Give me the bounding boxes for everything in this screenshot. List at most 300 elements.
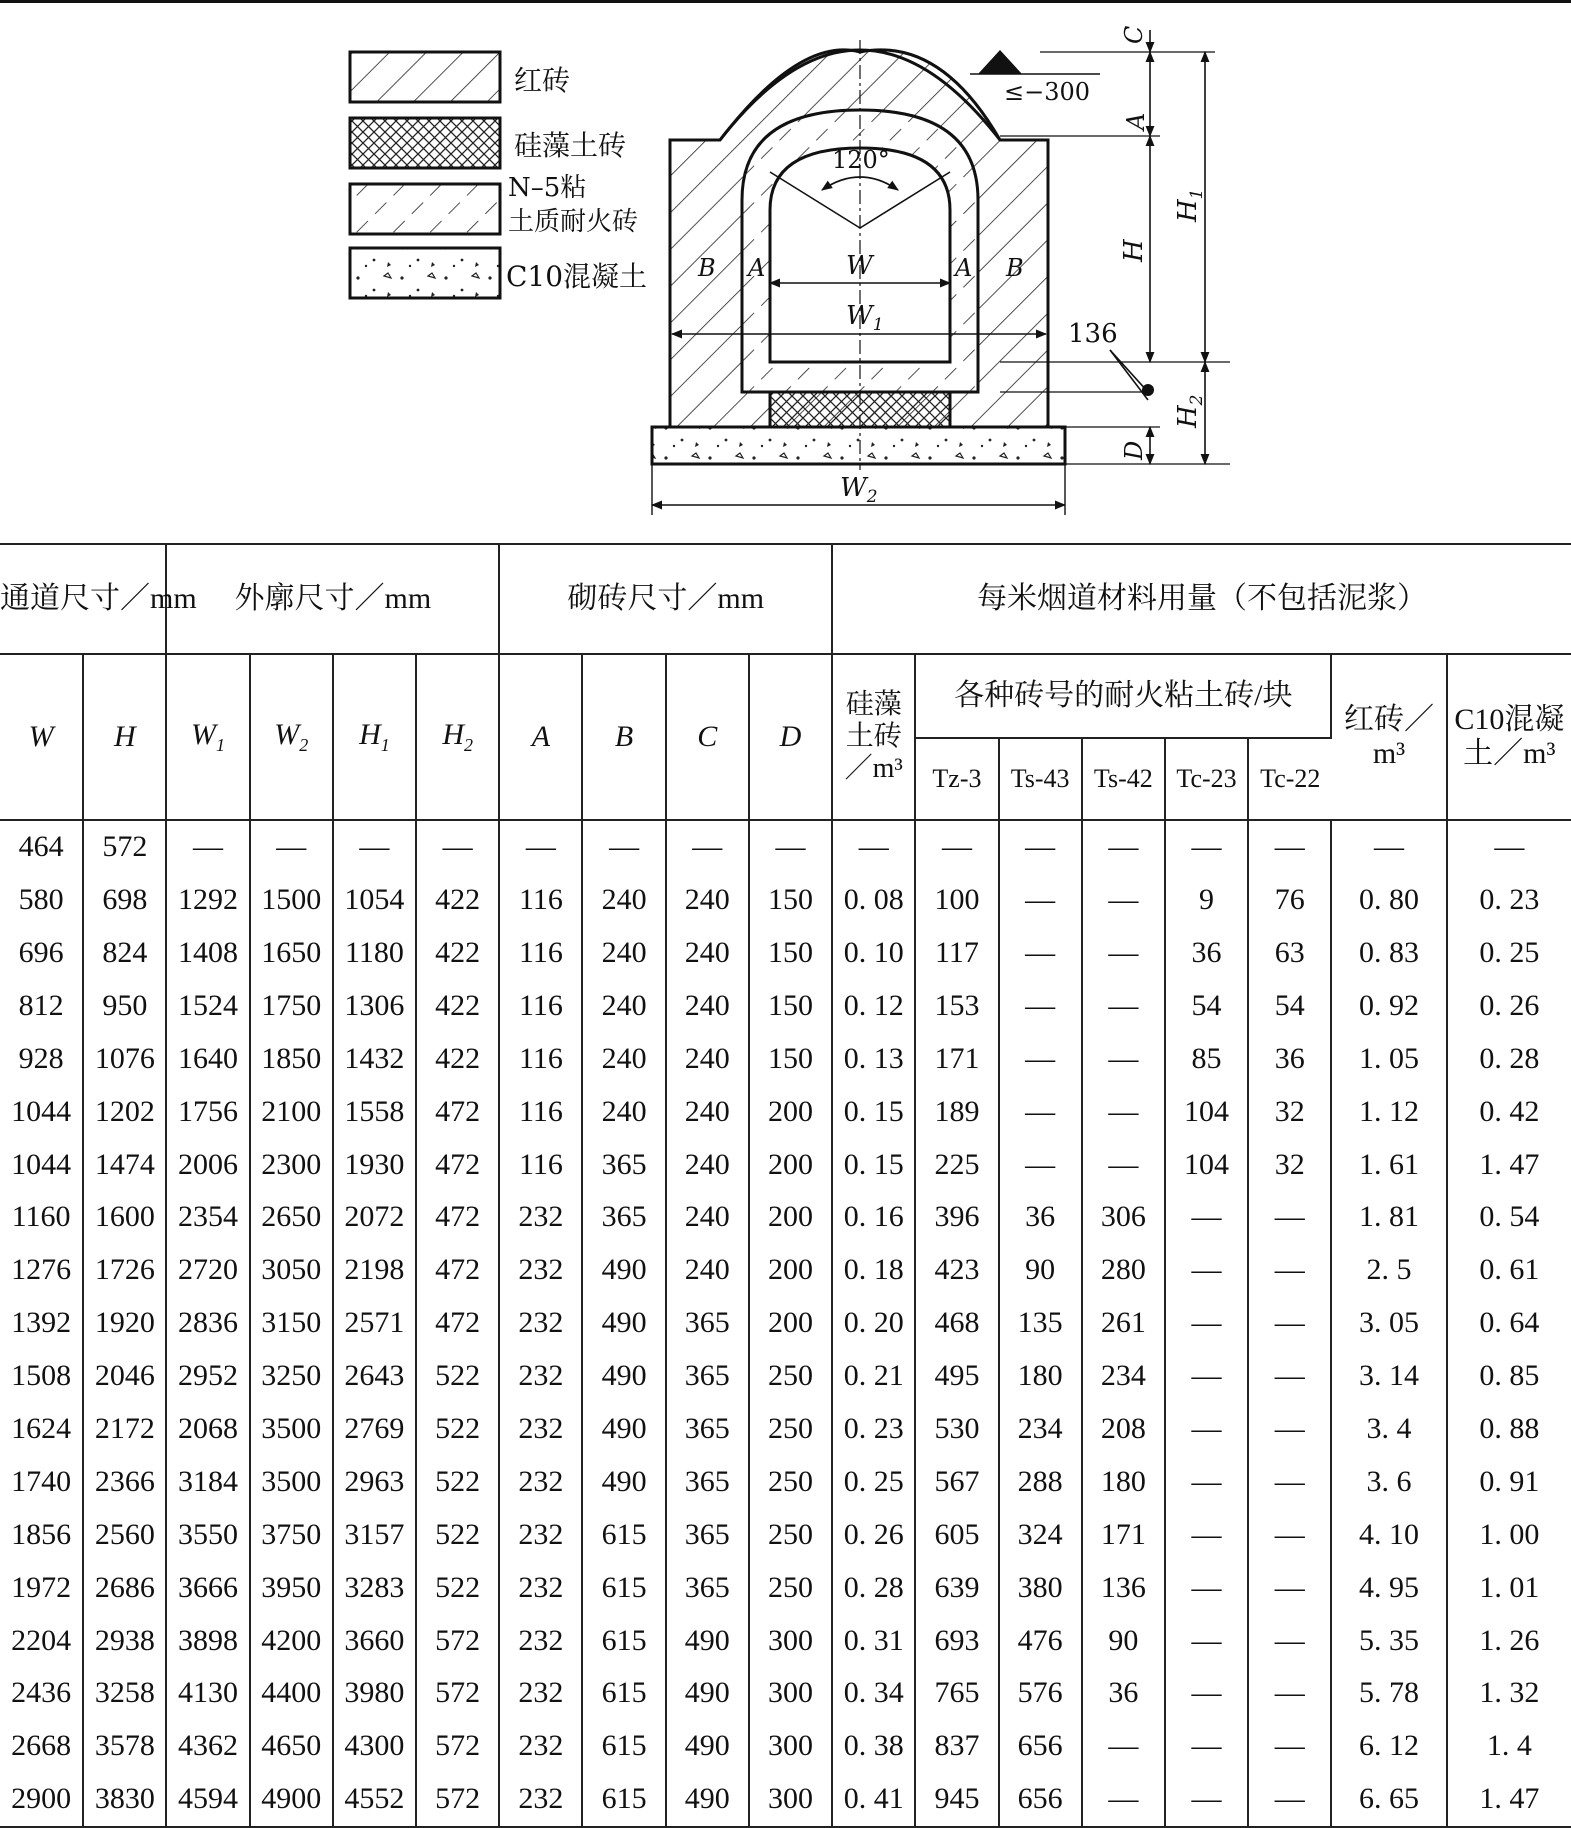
- table-cell: 234: [1082, 1350, 1165, 1403]
- table-cell: 1. 4: [1486, 1729, 1532, 1763]
- table-cell: 3150: [250, 1297, 333, 1350]
- table-cell: 1650: [250, 927, 333, 980]
- table-row: [0, 1509, 1571, 1562]
- table-cell: 0. 10: [832, 927, 915, 980]
- table-cell: 464: [0, 820, 83, 874]
- table-cell: 150: [749, 980, 832, 1033]
- col-H2: $H_2$: [416, 654, 499, 820]
- table-cell: —: [1082, 980, 1165, 1033]
- table-cell: 0. 85: [1479, 1359, 1540, 1393]
- table-cell: 0. 13: [832, 1033, 915, 1086]
- table-cell: 0. 61: [1479, 1253, 1540, 1287]
- table-cell: 490: [582, 1297, 665, 1350]
- table-cell: 765: [915, 1667, 998, 1720]
- table-cell: 472: [416, 1191, 499, 1244]
- table-cell: 572: [416, 1667, 499, 1720]
- table-cell: 530: [915, 1403, 998, 1456]
- col-B: B: [582, 654, 665, 820]
- table-cell: 365: [666, 1509, 749, 1562]
- level-note: ≤−300: [1004, 78, 1091, 106]
- table-cell: —: [1082, 1138, 1165, 1191]
- table-cell: 240: [582, 1033, 665, 1086]
- table-cell: —: [666, 820, 749, 874]
- table-cell: 232: [499, 1244, 582, 1297]
- table-cell: 2072: [333, 1191, 416, 1244]
- table-cell: 200: [749, 1297, 832, 1350]
- col-red-brick: 红砖／m³: [1331, 654, 1446, 820]
- table-cell: 180: [1082, 1456, 1165, 1509]
- table-cell: 2300: [250, 1138, 333, 1191]
- header-masonry-size: 砌砖尺寸／mm: [499, 544, 832, 654]
- table-cell: 615: [582, 1561, 665, 1614]
- table-cell: 240: [582, 1085, 665, 1138]
- table-cell: 1408: [166, 927, 249, 980]
- col-Ts-43: Ts-43: [999, 738, 1082, 820]
- table-cell: 3258: [83, 1667, 166, 1720]
- table-cell: 2963: [333, 1456, 416, 1509]
- table-cell: 365: [666, 1403, 749, 1456]
- table-cell: 472: [416, 1297, 499, 1350]
- legend-red-brick-label: 红砖: [514, 64, 571, 97]
- table-cell: 4900: [250, 1773, 333, 1827]
- table-cell: 240: [582, 980, 665, 1033]
- table-cell: 150: [749, 874, 832, 927]
- table-cell: —: [1494, 830, 1525, 864]
- legend-concrete-swatch: [350, 248, 500, 298]
- table-cell: —: [1248, 1297, 1331, 1350]
- table-cell: —: [1248, 1561, 1331, 1614]
- table-cell: —: [1082, 820, 1165, 874]
- table-cell: 232: [499, 1614, 582, 1667]
- table-row: [0, 1297, 1571, 1350]
- table-cell: —: [1082, 1033, 1165, 1086]
- table-cell: —: [1082, 1085, 1165, 1138]
- table-cell: 9: [1165, 874, 1248, 927]
- table-cell: 1920: [83, 1297, 166, 1350]
- table-row: [0, 1456, 1571, 1509]
- table-cell: 250: [749, 1350, 832, 1403]
- table-cell: 90: [1082, 1614, 1165, 1667]
- table-cell: 3898: [166, 1614, 249, 1667]
- dim-W1: $W_1$: [846, 301, 884, 335]
- table-cell: 2100: [250, 1085, 333, 1138]
- col-diatomite: 硅藻土砖／m³: [832, 654, 915, 820]
- table-cell: 2006: [166, 1138, 249, 1191]
- table-cell: 0. 25: [832, 1456, 915, 1509]
- table-row: [0, 1667, 1571, 1720]
- table-cell: 1750: [250, 980, 333, 1033]
- table-cell: 2366: [83, 1456, 166, 1509]
- table-row: [0, 1561, 1571, 1614]
- table-cell: 288: [999, 1456, 1082, 1509]
- table-cell: 423: [915, 1244, 998, 1297]
- dim-W: W: [846, 251, 873, 281]
- table-cell: 2836: [166, 1297, 249, 1350]
- table-cell: 0. 12: [832, 980, 915, 1033]
- table-cell: —: [1331, 820, 1446, 874]
- table-cell: 153: [915, 980, 998, 1033]
- table-cell: 4362: [166, 1720, 249, 1773]
- table-cell: 63: [1248, 927, 1331, 980]
- table-cell: 0. 28: [832, 1561, 915, 1614]
- table-cell: 928: [0, 1033, 83, 1086]
- table-cell: 1756: [166, 1085, 249, 1138]
- table-cell: 232: [499, 1297, 582, 1350]
- table-cell: 116: [499, 1085, 582, 1138]
- table-cell: 261: [1082, 1297, 1165, 1350]
- dim-A-vertical: A: [1122, 112, 1150, 130]
- table-cell: 698: [83, 874, 166, 927]
- table-cell: —: [1248, 1244, 1331, 1297]
- table-cell: —: [1165, 1720, 1248, 1773]
- table-cell: —: [999, 980, 1082, 1033]
- table-cell: 422: [416, 874, 499, 927]
- table-cell: 490: [666, 1773, 749, 1827]
- table-cell: 615: [582, 1773, 665, 1827]
- table-cell: —: [1248, 1667, 1331, 1720]
- table-cell: 365: [666, 1561, 749, 1614]
- concrete-base: [652, 427, 1065, 464]
- flue-dimension-table: [0, 543, 1571, 1828]
- table-cell: 240: [666, 980, 749, 1033]
- table-cell: 1. 47: [1479, 1782, 1540, 1816]
- table-cell: 300: [749, 1614, 832, 1667]
- table-cell: 1508: [0, 1350, 83, 1403]
- table-cell: 0. 28: [1479, 1041, 1540, 1075]
- table-cell: 468: [915, 1297, 998, 1350]
- table-cell: 240: [582, 874, 665, 927]
- table-cell: 2204: [0, 1614, 83, 1667]
- table-cell: 150: [749, 1033, 832, 1086]
- table-cell: —: [1165, 1244, 1248, 1297]
- table-cell: —: [999, 927, 1082, 980]
- table-cell: 3578: [83, 1720, 166, 1773]
- table-cell: 1044: [0, 1138, 83, 1191]
- table-cell: —: [749, 820, 832, 874]
- table-row: [0, 1085, 1571, 1138]
- table-cell: 0. 34: [832, 1667, 915, 1720]
- table-cell: 36: [1248, 1033, 1331, 1086]
- table-row: [0, 1191, 1571, 1244]
- table-cell: 2046: [83, 1350, 166, 1403]
- table-cell: 0. 25: [1479, 935, 1540, 969]
- table-cell: 117: [915, 927, 998, 980]
- table-cell: 180: [999, 1350, 1082, 1403]
- table-cell: 2668: [0, 1720, 83, 1773]
- table-cell: 4. 95: [1331, 1561, 1446, 1614]
- table-cell: 615: [582, 1720, 665, 1773]
- table-cell: 3157: [333, 1509, 416, 1562]
- table-cell: 240: [666, 1033, 749, 1086]
- table-cell: 116: [499, 1033, 582, 1086]
- table-cell: 200: [749, 1191, 832, 1244]
- table-cell: 693: [915, 1614, 998, 1667]
- table-cell: 2172: [83, 1403, 166, 1456]
- table-cell: 5. 78: [1331, 1667, 1446, 1720]
- dim-A-right: A: [955, 254, 973, 282]
- table-cell: —: [1248, 1456, 1331, 1509]
- table-cell: 0. 16: [832, 1191, 915, 1244]
- table-cell: 1276: [0, 1244, 83, 1297]
- table-cell: 2354: [166, 1191, 249, 1244]
- table-cell: 150: [749, 927, 832, 980]
- table-cell: 200: [749, 1085, 832, 1138]
- table-cell: 250: [749, 1561, 832, 1614]
- angle-label: 120°: [832, 146, 890, 174]
- table-cell: 0. 31: [832, 1614, 915, 1667]
- table-cell: 1. 47: [1479, 1147, 1540, 1181]
- table-cell: 490: [582, 1244, 665, 1297]
- table-cell: 234: [999, 1403, 1082, 1456]
- table-cell: —: [1165, 1456, 1248, 1509]
- table-cell: 1500: [250, 874, 333, 927]
- table-cell: 572: [416, 1773, 499, 1827]
- table-cell: 1640: [166, 1033, 249, 1086]
- col-H: H: [83, 654, 166, 820]
- table-cell: 54: [1248, 980, 1331, 1033]
- table-cell: —: [832, 820, 915, 874]
- table-cell: 1600: [83, 1191, 166, 1244]
- table-cell: —: [1165, 1667, 1248, 1720]
- table-cell: 3550: [166, 1509, 249, 1562]
- table-cell: 365: [666, 1456, 749, 1509]
- table-cell: —: [999, 1085, 1082, 1138]
- table-row: [0, 874, 1571, 927]
- table-cell: —: [1248, 1509, 1331, 1562]
- table-cell: —: [1248, 1614, 1331, 1667]
- table-cell: 4200: [250, 1614, 333, 1667]
- table-cell: 0. 91: [1479, 1464, 1540, 1498]
- table-cell: 522: [416, 1403, 499, 1456]
- table-cell: 605: [915, 1509, 998, 1562]
- table-cell: 280: [1082, 1244, 1165, 1297]
- table-cell: 3. 4: [1331, 1403, 1446, 1456]
- table-cell: 2952: [166, 1350, 249, 1403]
- table-cell: 0. 88: [1479, 1411, 1540, 1445]
- table-row: [0, 1720, 1571, 1773]
- table-cell: 490: [666, 1614, 749, 1667]
- table-cell: —: [250, 820, 333, 874]
- table-cell: 200: [749, 1138, 832, 1191]
- table-cell: 225: [915, 1138, 998, 1191]
- table-row: [0, 820, 1571, 874]
- table-cell: 4650: [250, 1720, 333, 1773]
- legend-diatomite-swatch: [350, 118, 500, 168]
- table-cell: 1. 00: [1479, 1517, 1540, 1551]
- table-cell: 116: [499, 927, 582, 980]
- table-cell: 104: [1165, 1138, 1248, 1191]
- dim-H1: $H_1$: [1173, 188, 1207, 222]
- table-cell: 240: [582, 927, 665, 980]
- header-outline-size: 外廓尺寸／mm: [166, 544, 499, 654]
- table-cell: 2560: [83, 1509, 166, 1562]
- table-cell: 116: [499, 1138, 582, 1191]
- table-cell: 1202: [83, 1085, 166, 1138]
- table-cell: 812: [0, 980, 83, 1033]
- table-cell: —: [1165, 1561, 1248, 1614]
- table-cell: 3. 05: [1331, 1297, 1446, 1350]
- table-cell: —: [1165, 1191, 1248, 1244]
- col-C: C: [666, 654, 749, 820]
- legend-fireclay-swatch: [350, 184, 500, 234]
- table-cell: —: [416, 820, 499, 874]
- table-cell: 2068: [166, 1403, 249, 1456]
- table-cell: 232: [499, 1509, 582, 1562]
- dim-H: H: [1119, 239, 1149, 262]
- table-cell: —: [1165, 820, 1248, 874]
- table-cell: 639: [915, 1561, 998, 1614]
- table-cell: 572: [416, 1720, 499, 1773]
- table-cell: 1. 01: [1479, 1570, 1540, 1604]
- table-cell: 135: [999, 1297, 1082, 1350]
- table-cell: —: [499, 820, 582, 874]
- table-cell: 490: [582, 1456, 665, 1509]
- col-Ts-42: Ts-42: [1082, 738, 1165, 820]
- table-cell: 250: [749, 1403, 832, 1456]
- table-cell: 4594: [166, 1773, 249, 1827]
- table-cell: 490: [666, 1720, 749, 1773]
- table-cell: 0. 83: [1331, 927, 1446, 980]
- table-cell: 208: [1082, 1403, 1165, 1456]
- table-cell: 3. 14: [1331, 1350, 1446, 1403]
- table-cell: 0. 64: [1479, 1306, 1540, 1340]
- table-cell: 572: [83, 820, 166, 874]
- table-cell: 4. 10: [1331, 1509, 1446, 1562]
- table-cell: 36: [1082, 1667, 1165, 1720]
- table-cell: 1. 61: [1331, 1138, 1446, 1191]
- table-cell: 1726: [83, 1244, 166, 1297]
- table-cell: 1558: [333, 1085, 416, 1138]
- legend-red-brick-swatch: [350, 52, 500, 102]
- table-row: [0, 1773, 1571, 1827]
- table-cell: 365: [582, 1191, 665, 1244]
- table-cell: —: [1248, 1773, 1331, 1827]
- header-firebrick-blocks: 各种砖号的耐火粘土砖/块: [915, 654, 1331, 738]
- table-cell: 365: [666, 1350, 749, 1403]
- table-cell: 1. 32: [1479, 1676, 1540, 1710]
- table-cell: —: [999, 820, 1082, 874]
- col-A: A: [499, 654, 582, 820]
- table-cell: 0. 41: [832, 1773, 915, 1827]
- dim-B-left: B: [698, 254, 716, 282]
- table-cell: 2686: [83, 1561, 166, 1614]
- col-W1: $W_1$: [166, 654, 249, 820]
- table-cell: 522: [416, 1456, 499, 1509]
- table-cell: 580: [0, 874, 83, 927]
- table-cell: —: [999, 1033, 1082, 1086]
- table-cell: —: [999, 874, 1082, 927]
- table-cell: 522: [416, 1561, 499, 1614]
- table-cell: —: [1248, 820, 1331, 874]
- table-cell: 3500: [250, 1403, 333, 1456]
- table-cell: 116: [499, 980, 582, 1033]
- table-cell: 4130: [166, 1667, 249, 1720]
- table-cell: 2938: [83, 1614, 166, 1667]
- table-cell: 1856: [0, 1509, 83, 1562]
- table-cell: 240: [666, 874, 749, 927]
- table-cell: 0. 20: [832, 1297, 915, 1350]
- table-cell: 1524: [166, 980, 249, 1033]
- table-cell: 136: [1082, 1561, 1165, 1614]
- table-cell: 0. 23: [1479, 883, 1540, 917]
- table-cell: 0. 15: [832, 1085, 915, 1138]
- table-cell: 54: [1165, 980, 1248, 1033]
- table-cell: 3050: [250, 1244, 333, 1297]
- col-Tc-23: Tc-23: [1165, 738, 1248, 820]
- table-cell: 3500: [250, 1456, 333, 1509]
- table-cell: 365: [582, 1138, 665, 1191]
- table-cell: 2650: [250, 1191, 333, 1244]
- table-cell: 240: [666, 927, 749, 980]
- table-cell: 3250: [250, 1350, 333, 1403]
- table-cell: 1292: [166, 874, 249, 927]
- flue-cross-section-figure: [0, 0, 1571, 543]
- table-cell: 5. 35: [1331, 1614, 1446, 1667]
- table-cell: —: [1165, 1350, 1248, 1403]
- table-row: [0, 1138, 1571, 1191]
- table-cell: 2900: [0, 1773, 83, 1827]
- table-cell: 0. 23: [832, 1403, 915, 1456]
- table-cell: 32: [1248, 1138, 1331, 1191]
- header-channel-size: 通道尺寸／mm: [0, 544, 166, 654]
- table-cell: —: [333, 820, 416, 874]
- table-cell: 490: [666, 1667, 749, 1720]
- callout-dot: [1142, 384, 1154, 396]
- table-cell: 1474: [83, 1138, 166, 1191]
- table-cell: 2720: [166, 1244, 249, 1297]
- table-cell: —: [1082, 1773, 1165, 1827]
- legend-concrete-label: C10混凝土: [506, 260, 648, 293]
- table-cell: 1180: [333, 927, 416, 980]
- table-cell: 656: [999, 1773, 1082, 1827]
- table-cell: 240: [666, 1244, 749, 1297]
- table-cell: 90: [999, 1244, 1082, 1297]
- table-cell: 1740: [0, 1456, 83, 1509]
- table-cell: 422: [416, 927, 499, 980]
- col-concrete: C10混凝土／m³: [1447, 654, 1571, 820]
- table-cell: 3666: [166, 1561, 249, 1614]
- table-cell: 576: [999, 1667, 1082, 1720]
- table-cell: 824: [83, 927, 166, 980]
- table-cell: 3950: [250, 1561, 333, 1614]
- table-body: [0, 820, 1571, 1827]
- table-cell: 232: [499, 1350, 582, 1403]
- table-cell: 472: [416, 1138, 499, 1191]
- dim-W2: $W_2$: [840, 473, 878, 507]
- table-cell: —: [1082, 874, 1165, 927]
- table-cell: 0. 26: [1479, 988, 1540, 1022]
- table-cell: 0. 42: [1479, 1094, 1540, 1128]
- col-W: W: [0, 654, 83, 820]
- table-cell: 4300: [333, 1720, 416, 1773]
- table-cell: 300: [749, 1720, 832, 1773]
- table-cell: —: [1165, 1509, 1248, 1562]
- table-cell: 476: [999, 1614, 1082, 1667]
- table-cell: 1044: [0, 1085, 83, 1138]
- table-cell: 1. 26: [1479, 1623, 1540, 1657]
- table-cell: —: [1248, 1350, 1331, 1403]
- table-cell: 232: [499, 1191, 582, 1244]
- table-cell: 522: [416, 1509, 499, 1562]
- table-row: [0, 1033, 1571, 1086]
- table-cell: —: [1082, 927, 1165, 980]
- col-Tz-3: Tz-3: [915, 738, 998, 820]
- table-cell: 1306: [333, 980, 416, 1033]
- table-cell: 200: [749, 1244, 832, 1297]
- table-row: [0, 1350, 1571, 1403]
- table-cell: 945: [915, 1773, 998, 1827]
- table-cell: 0. 26: [832, 1509, 915, 1562]
